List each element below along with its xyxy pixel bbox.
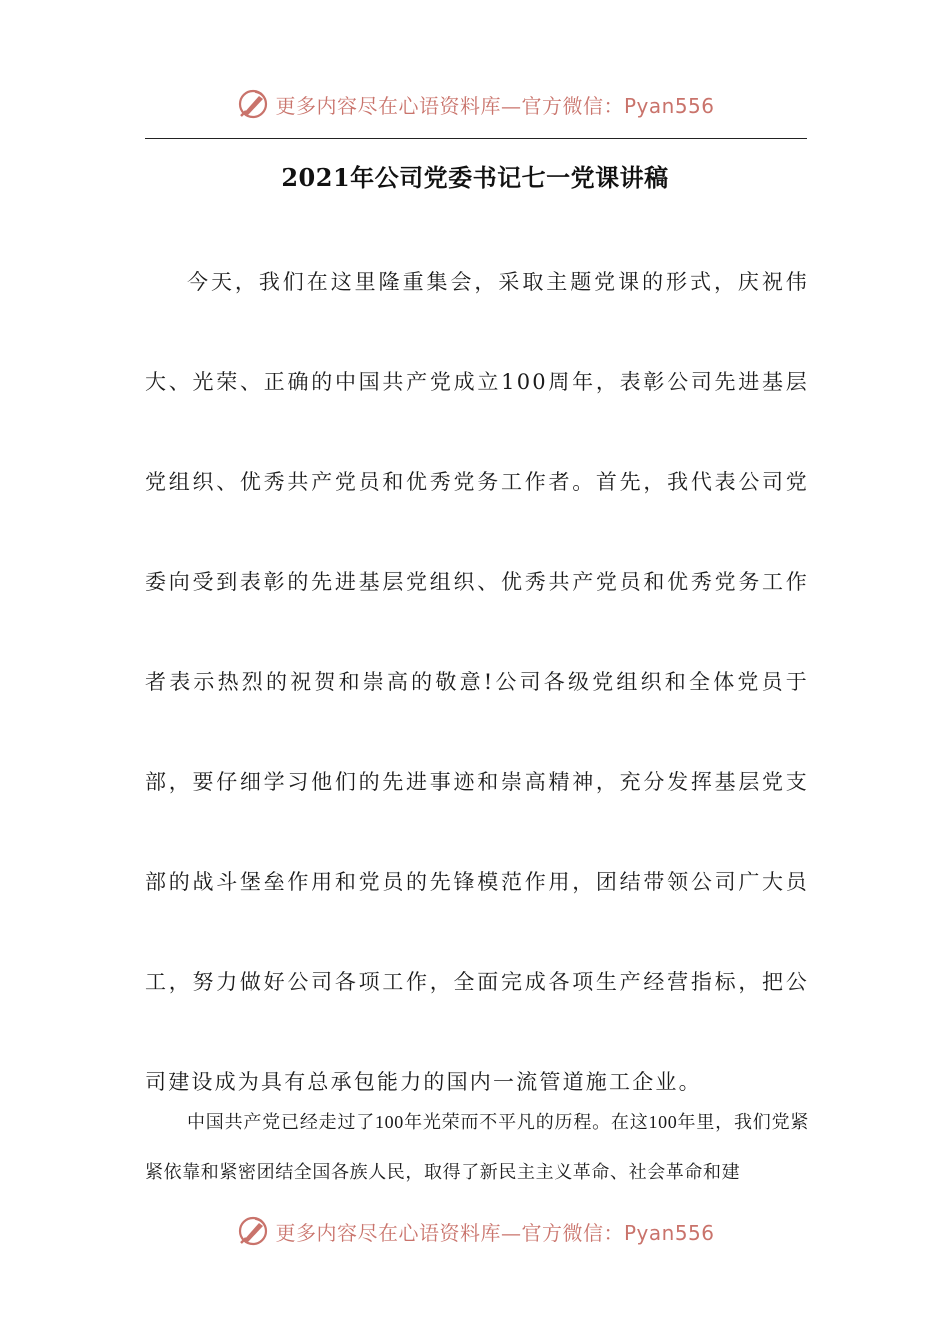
document-title: 2021年公司党委书记七一党课讲稿 — [281, 163, 669, 192]
footer-banner-label: 更多内容尽在心语资料库—官方微信： — [275, 1220, 624, 1245]
header-banner-label: 更多内容尽在心语资料库—官方微信： — [275, 93, 624, 118]
footer-watermark-banner — [0, 1211, 950, 1251]
body-paragraph-2: 中国共产党已经走过了100年光荣而不平凡的历程。在这100年里，我们党紧紧依靠和紧密团结全国各族人民，取得了新民主主义革命、社会革命和建 — [145, 1112, 809, 1182]
header-banner-wechat-id: Pyan556 — [623, 93, 715, 118]
header-watermark-banner — [0, 84, 950, 124]
header-banner-text — [275, 90, 714, 119]
footer-banner-wechat-id: Pyan556 — [623, 1220, 715, 1245]
body-paragraph-1: 今天，我们在这里隆重集会，采取主题党课的形式，庆祝伟大、光荣、正确的中国共产党成立100周年，表彰公司先进基层党组织、优秀共产党员和优秀党务工作者。首先，我代表公司党委向受到表彰的先进基层党组织、优秀共产党员和优秀党务工作者表示热烈的祝贺和崇高的敬意!公司各级党组织和全体党员于部，要仔细学习他们的先进事迹和崇高精神，充分发挥基层党支部的战斗堡垒作用和党员的先锋模范作用，团结带领公司广大员工，努力做好公司各项工作，全面完成各项生产经营指标，把公司建设成为具有总承包能力的国内一流管道施工企业。 — [145, 270, 809, 1094]
pen-nib-logo-icon — [235, 1213, 271, 1249]
pen-nib-logo-icon — [235, 86, 271, 122]
header-divider — [145, 138, 807, 139]
footer-banner-text — [275, 1217, 714, 1246]
